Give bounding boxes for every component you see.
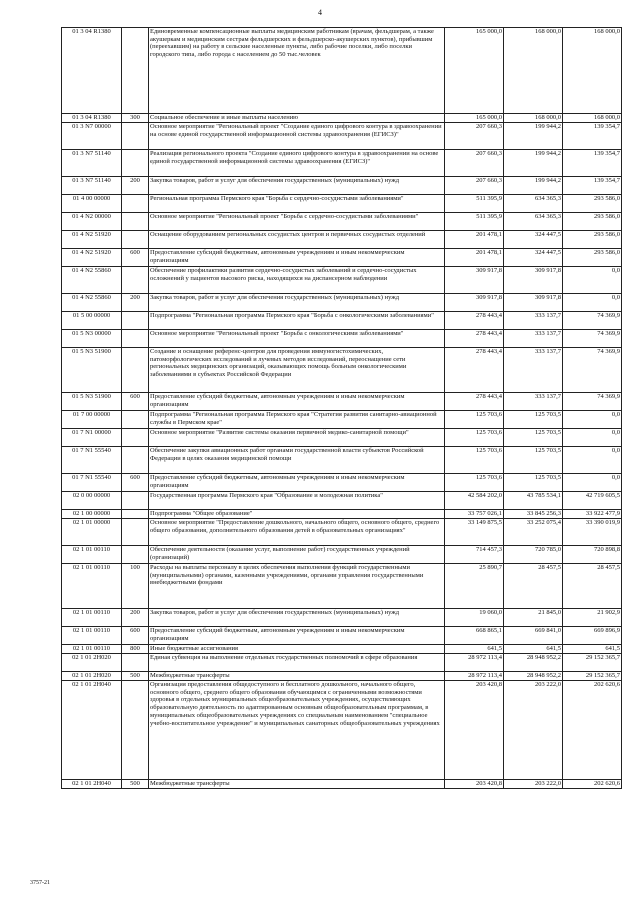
row-amount-2023: 139 354,7: [563, 150, 622, 177]
row-amount-2022: 634 365,3: [504, 195, 563, 213]
row-amount-2023: 168 000,0: [563, 114, 622, 123]
row-amount-2023: 168 000,0: [563, 28, 622, 114]
row-expense-type: 500: [122, 672, 149, 681]
row-name: Предоставление субсидий бюджетным, автономным учреждениям и иным некоммерческим организациям: [149, 474, 445, 492]
row-amount-2023: 0,0: [563, 267, 622, 294]
row-name: Предоставление субсидий бюджетным, автономным учреждениям и иным некоммерческим организациям: [149, 393, 445, 411]
row-amount-2023: 21 902,9: [563, 609, 622, 627]
row-amount-2022: 634 365,3: [504, 213, 563, 231]
row-code: 01 4 N2 51920: [62, 249, 122, 267]
row-amount-2022: 324 447,5: [504, 249, 563, 267]
row-amount-2023: 0,0: [563, 411, 622, 429]
row-expense-type: [122, 510, 149, 519]
table-row: [62, 492, 622, 510]
row-amount-2023: 74 369,9: [563, 393, 622, 411]
row-name: Межбюджетные трансферты: [149, 780, 445, 789]
row-code: 01 5 N3 51900: [62, 393, 122, 411]
table-row: [62, 231, 622, 249]
row-expense-type: 600: [122, 249, 149, 267]
row-code: 02 1 01 2H040: [62, 780, 122, 789]
row-expense-type: [122, 348, 149, 393]
row-expense-type: [122, 213, 149, 231]
row-amount-2022: 333 137,7: [504, 330, 563, 348]
row-amount-2022: 125 703,5: [504, 429, 563, 447]
row-amount-2023: 641,5: [563, 645, 622, 654]
row-code: 01 4 N2 00000: [62, 213, 122, 231]
row-amount-2023: 33 922 477,9: [563, 510, 622, 519]
table-row: [62, 429, 622, 447]
row-name: Основное мероприятие "Развитие системы оказания первичной медико-санитарной помощи": [149, 429, 445, 447]
row-amount-2022: 168 000,0: [504, 28, 563, 114]
row-expense-type: [122, 312, 149, 330]
table-row: [62, 195, 622, 213]
row-expense-type: [122, 150, 149, 177]
row-expense-type: [122, 546, 149, 564]
row-name: Межбюджетные трансферты: [149, 672, 445, 681]
row-expense-type: 600: [122, 474, 149, 492]
row-amount-2021: 33 757 026,1: [445, 510, 504, 519]
row-amount-2022: 333 137,7: [504, 393, 563, 411]
row-code: 01 4 N2 51920: [62, 231, 122, 249]
row-name: Иные бюджетные ассигнования: [149, 645, 445, 654]
row-amount-2021: 511 395,9: [445, 213, 504, 231]
row-code: 01 7 N1 55540: [62, 447, 122, 474]
row-code: 01 3 04 R1380: [62, 114, 122, 123]
row-code: 01 5 N3 51900: [62, 348, 122, 393]
row-amount-2022: 641,5: [504, 645, 563, 654]
table-row: [62, 681, 622, 780]
row-code: 01 3 N7 51140: [62, 150, 122, 177]
row-amount-2023: 29 152 365,7: [563, 654, 622, 672]
row-code: 01 4 00 00000: [62, 195, 122, 213]
table-row: [62, 627, 622, 645]
row-code: 01 3 04 R1380: [62, 28, 122, 114]
row-name: Закупка товаров, работ и услуг для обеспечения государственных (муниципальных) нужд: [149, 177, 445, 195]
row-amount-2023: 28 457,5: [563, 564, 622, 609]
row-amount-2021: 28 972 113,4: [445, 672, 504, 681]
row-name: Подпрограмма "Региональная программа Пермского края "Борьба с онкологическими заболеваниями": [149, 312, 445, 330]
row-code: 01 5 N3 00000: [62, 330, 122, 348]
row-code: 02 1 01 00110: [62, 609, 122, 627]
row-expense-type: 100: [122, 564, 149, 609]
row-amount-2022: 168 000,0: [504, 114, 563, 123]
row-amount-2021: 668 865,1: [445, 627, 504, 645]
row-amount-2021: 33 149 875,5: [445, 519, 504, 546]
row-expense-type: 200: [122, 177, 149, 195]
row-amount-2023: 0,0: [563, 429, 622, 447]
row-name: Расходы на выплаты персоналу в целях обеспечения выполнения функций государственными (муниципальными) органами, казенными учреждениями, органами управления государственными внебюджетными фондами: [149, 564, 445, 609]
row-name: Единая субвенция на выполнение отдельных государственных полномочий в сфере образования: [149, 654, 445, 672]
row-code: 01 7 N1 55540: [62, 474, 122, 492]
row-amount-2022: 324 447,5: [504, 231, 563, 249]
table-row: [62, 267, 622, 294]
row-amount-2021: 125 703,6: [445, 429, 504, 447]
row-expense-type: 300: [122, 114, 149, 123]
row-expense-type: 600: [122, 627, 149, 645]
row-name: Подпрограмма "Общее образование": [149, 510, 445, 519]
row-amount-2021: 165 000,0: [445, 114, 504, 123]
row-amount-2022: 199 944,2: [504, 177, 563, 195]
row-expense-type: [122, 447, 149, 474]
row-amount-2023: 74 369,9: [563, 312, 622, 330]
row-amount-2021: 207 660,3: [445, 150, 504, 177]
row-expense-type: [122, 123, 149, 150]
table-row: [62, 609, 622, 627]
row-amount-2021: 203 420,8: [445, 681, 504, 780]
row-expense-type: 500: [122, 780, 149, 789]
row-amount-2021: 278 443,4: [445, 330, 504, 348]
row-name: Обеспечение закупки авиационных работ органами государственной власти субъектов Российской Федерации в целях оказания медицинской помощи: [149, 447, 445, 474]
row-expense-type: [122, 195, 149, 213]
row-amount-2022: 333 137,7: [504, 312, 563, 330]
row-code: 01 7 N1 00000: [62, 429, 122, 447]
row-amount-2023: 293 586,0: [563, 213, 622, 231]
table-row: [62, 564, 622, 609]
row-expense-type: [122, 411, 149, 429]
row-amount-2022: 125 703,5: [504, 447, 563, 474]
row-code: 02 1 01 00110: [62, 564, 122, 609]
row-amount-2022: 43 785 534,1: [504, 492, 563, 510]
row-amount-2023: 139 354,7: [563, 123, 622, 150]
row-code: 02 1 01 00110: [62, 546, 122, 564]
row-name: Основное мероприятие "Региональный проект "Создание единого цифрового контура в здравоохранении на основе единой государственной информационной системы здравоохранения (ЕГИСЗ)": [149, 123, 445, 150]
budget-table: [61, 27, 622, 789]
table-row: [62, 654, 622, 672]
row-expense-type: 600: [122, 393, 149, 411]
row-name: Оснащение оборудованием региональных сосудистых центров и первичных сосудистых отделений: [149, 231, 445, 249]
table-row: [62, 177, 622, 195]
row-code: 02 1 01 00110: [62, 645, 122, 654]
row-name: Предоставление субсидий бюджетным, автономным учреждениям и иным некоммерческим организациям: [149, 627, 445, 645]
row-amount-2022: 21 845,0: [504, 609, 563, 627]
row-amount-2022: 309 917,8: [504, 267, 563, 294]
row-amount-2021: 201 478,1: [445, 249, 504, 267]
row-name: Закупка товаров, работ и услуг для обеспечения государственных (муниципальных) нужд: [149, 294, 445, 312]
row-amount-2023: 0,0: [563, 447, 622, 474]
row-code: 02 1 01 2H020: [62, 654, 122, 672]
row-amount-2021: 125 703,6: [445, 447, 504, 474]
row-amount-2021: 19 060,0: [445, 609, 504, 627]
row-name: Обеспечение деятельности (оказание услуг, выполнение работ) государственных учреждений (организаций): [149, 546, 445, 564]
row-amount-2022: 203 222,0: [504, 681, 563, 780]
table-row: [62, 330, 622, 348]
row-name: Единовременные компенсационные выплаты медицинским работникам (врачам, фельдшерам, а также акушеркам и медицинским сестрам фельдшерских и фельдшерско-акушерских пунктов), прибывшим (переехавшим) на работу в сельские населенные пункты, либо рабочие поселки, либо поселки городского типа, либо города с населением до 50 тыс.человек: [149, 28, 445, 114]
page-number: 4: [318, 8, 322, 17]
row-amount-2022: 669 841,0: [504, 627, 563, 645]
row-name: Региональная программа Пермского края "Борьба с сердечно-сосудистыми заболеваниями": [149, 195, 445, 213]
row-code: 01 4 N2 55860: [62, 294, 122, 312]
row-amount-2023: 139 354,7: [563, 177, 622, 195]
row-amount-2023: 29 152 365,7: [563, 672, 622, 681]
row-name: Организация предоставления общедоступного и бесплатного дошкольного, начального общего, основного общего, среднего общего образования обучающимся с ограниченными возможностями здоровья в отдельных муниципальных общеобразовательных учреждениях, осуществляющих образовательную деятельность по адаптированным основным общеобразовательным программам, в муниципальных общеобразовательных учреждениях со специальным наименованием "специальное учебно-воспитательное учреждение" и муниципальных санаторных общеобразовательных учреждениях: [149, 681, 445, 780]
row-amount-2022: 309 917,8: [504, 294, 563, 312]
row-code: 02 0 00 00000: [62, 492, 122, 510]
table-row: [62, 474, 622, 492]
row-code: 02 1 01 2H040: [62, 681, 122, 780]
row-amount-2021: 309 917,8: [445, 294, 504, 312]
row-amount-2021: 278 443,4: [445, 312, 504, 330]
row-code: 02 1 01 00000: [62, 519, 122, 546]
row-amount-2021: 203 420,8: [445, 780, 504, 789]
row-amount-2023: 0,0: [563, 294, 622, 312]
row-amount-2022: 28 948 952,2: [504, 654, 563, 672]
row-amount-2021: 201 478,1: [445, 231, 504, 249]
row-amount-2021: 125 703,6: [445, 474, 504, 492]
table-row: [62, 645, 622, 654]
row-name: Основное мероприятие "Региональный проект "Борьба с сердечно-сосудистыми заболеваниями": [149, 213, 445, 231]
row-amount-2021: 714 457,3: [445, 546, 504, 564]
row-amount-2021: 25 890,7: [445, 564, 504, 609]
row-code: 01 7 00 00000: [62, 411, 122, 429]
row-amount-2023: 74 369,9: [563, 330, 622, 348]
table-row: [62, 393, 622, 411]
row-amount-2021: 125 703,6: [445, 411, 504, 429]
row-amount-2023: 293 586,0: [563, 249, 622, 267]
row-amount-2023: 0,0: [563, 474, 622, 492]
row-expense-type: 200: [122, 294, 149, 312]
row-amount-2021: 165 000,0: [445, 28, 504, 114]
table-row: [62, 510, 622, 519]
row-expense-type: [122, 681, 149, 780]
row-name: Обеспечение профилактики развития сердечно-сосудистых заболеваний и сердечно-сосудистых осложнений у пациентов высокого риска, находящихся на диспансерном наблюдении: [149, 267, 445, 294]
row-amount-2021: 28 972 113,4: [445, 654, 504, 672]
row-amount-2021: 278 443,4: [445, 393, 504, 411]
table-row: [62, 213, 622, 231]
row-code: 02 1 01 2H020: [62, 672, 122, 681]
row-amount-2022: 28 457,5: [504, 564, 563, 609]
row-code: 01 3 N7 00000: [62, 123, 122, 150]
row-amount-2023: 720 898,8: [563, 546, 622, 564]
table-row: [62, 447, 622, 474]
row-amount-2022: 33 845 256,3: [504, 510, 563, 519]
row-amount-2021: 207 660,3: [445, 177, 504, 195]
row-amount-2022: 199 944,2: [504, 123, 563, 150]
row-expense-type: [122, 330, 149, 348]
table-row: [62, 312, 622, 330]
budget-table-body: [62, 28, 622, 789]
table-row: [62, 411, 622, 429]
row-expense-type: [122, 28, 149, 114]
table-row: [62, 249, 622, 267]
row-amount-2021: 42 584 202,0: [445, 492, 504, 510]
row-amount-2023: 202 620,6: [563, 780, 622, 789]
row-expense-type: [122, 654, 149, 672]
row-amount-2022: 125 703,5: [504, 411, 563, 429]
table-row: [62, 348, 622, 393]
row-expense-type: [122, 267, 149, 294]
row-amount-2021: 309 917,8: [445, 267, 504, 294]
row-amount-2021: 207 660,3: [445, 123, 504, 150]
row-code: 01 5 00 00000: [62, 312, 122, 330]
table-row: [62, 28, 622, 114]
row-expense-type: 200: [122, 609, 149, 627]
table-row: [62, 672, 622, 681]
row-amount-2021: 511 395,9: [445, 195, 504, 213]
row-code: 02 1 01 00110: [62, 627, 122, 645]
row-expense-type: [122, 429, 149, 447]
row-amount-2023: 33 390 019,9: [563, 519, 622, 546]
table-row: [62, 780, 622, 789]
row-code: 02 1 00 00000: [62, 510, 122, 519]
row-code: 01 3 N7 51140: [62, 177, 122, 195]
row-amount-2023: 293 586,0: [563, 231, 622, 249]
table-row: [62, 150, 622, 177]
table-row: [62, 294, 622, 312]
table-row: [62, 519, 622, 546]
row-name: Создание и оснащение референс-центров для проведения иммуногистохимических, патоморфологических исследований и лучевых методов исследований, переоснащение сети региональных медицинских организаций, оказывающих помощь больным онкологическими заболеваниями в субъектах Российской Федерации: [149, 348, 445, 393]
row-name: Социальное обеспечение и иные выплаты населению: [149, 114, 445, 123]
table-row: [62, 114, 622, 123]
row-name: Основное мероприятие "Региональный проект "Борьба с онкологическими заболеваниями": [149, 330, 445, 348]
document-footer-code: 3757-21: [30, 880, 50, 886]
row-amount-2022: 720 785,0: [504, 546, 563, 564]
row-name: Основное мероприятие "Предоставление дошкольного, начального общего, основного общего, среднего общего образования, дополнительного образования детей в образовательных организациях": [149, 519, 445, 546]
row-amount-2022: 199 944,2: [504, 150, 563, 177]
row-name: Государственная программа Пермского края "Образование и молодежная политика": [149, 492, 445, 510]
row-amount-2022: 125 703,5: [504, 474, 563, 492]
row-amount-2022: 33 252 075,4: [504, 519, 563, 546]
row-amount-2021: 641,5: [445, 645, 504, 654]
table-row: [62, 123, 622, 150]
row-amount-2023: 202 620,6: [563, 681, 622, 780]
row-expense-type: [122, 231, 149, 249]
row-amount-2023: 74 369,9: [563, 348, 622, 393]
row-amount-2023: 669 896,9: [563, 627, 622, 645]
table-row: [62, 546, 622, 564]
row-name: Предоставление субсидий бюджетным, автономным учреждениям и иным некоммерческим организациям: [149, 249, 445, 267]
row-amount-2022: 28 948 952,2: [504, 672, 563, 681]
row-amount-2022: 203 222,0: [504, 780, 563, 789]
row-expense-type: 800: [122, 645, 149, 654]
row-expense-type: [122, 519, 149, 546]
row-name: Подпрограмма "Региональная программа Пермского края "Стратегия развития санитарно-авиационной службы в Пермском крае": [149, 411, 445, 429]
row-expense-type: [122, 492, 149, 510]
row-amount-2023: 293 586,0: [563, 195, 622, 213]
row-amount-2022: 333 137,7: [504, 348, 563, 393]
row-amount-2023: 42 719 605,5: [563, 492, 622, 510]
row-code: 01 4 N2 55860: [62, 267, 122, 294]
row-name: Закупка товаров, работ и услуг для обеспечения государственных (муниципальных) нужд: [149, 609, 445, 627]
row-name: Реализация регионального проекта "Создание единого цифрового контура в здравоохранении на основе единой государственной информационной системы здравоохранения (ЕГИСЗ)": [149, 150, 445, 177]
row-amount-2021: 278 443,4: [445, 348, 504, 393]
